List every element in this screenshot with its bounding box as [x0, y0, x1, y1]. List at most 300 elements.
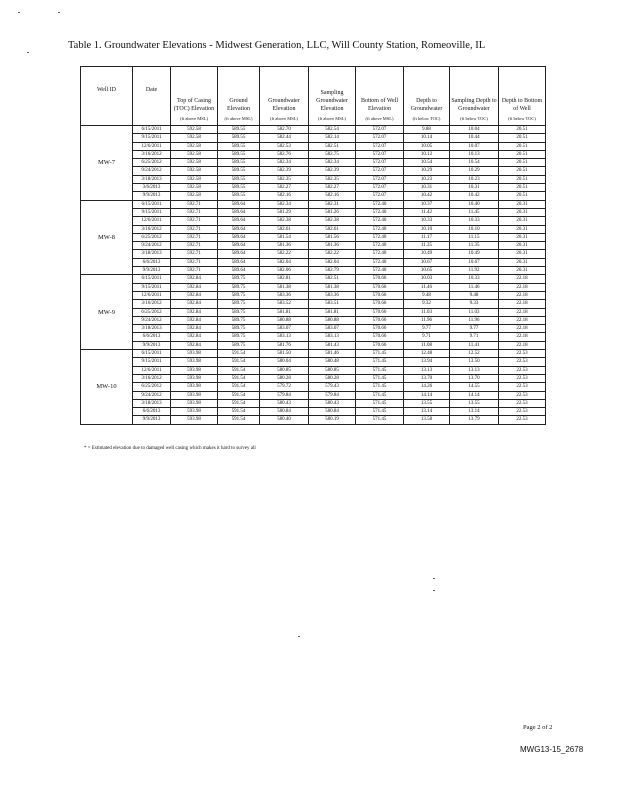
cell-sampling-depth-to-groundwater: 10.04: [450, 126, 499, 134]
cell-depth-to-bottom-of-well: 22.53: [499, 374, 546, 382]
column-header-depth-to-groundwater: Depth to Groundwater: [404, 67, 450, 114]
cell-sampling-depth-to-groundwater: 11.45: [450, 208, 499, 216]
cell-sampling-groundwater-elevation: 582.35: [309, 175, 356, 183]
table-row: [81, 208, 546, 216]
cell-sampling-groundwater-elevation: 582.27: [309, 184, 356, 192]
table-row: [81, 291, 546, 299]
cell-sampling-depth-to-groundwater: 13.79: [450, 416, 499, 424]
cell-depth-to-groundwater: 14.14: [404, 391, 450, 399]
cell-ground-elevation: 589.75: [218, 291, 260, 299]
cell-toc-elevation: 593.98: [171, 350, 218, 358]
cell-depth-to-groundwater: 10.42: [404, 192, 450, 200]
cell-date: 3/18/2013: [133, 250, 171, 258]
table-row: [81, 258, 546, 266]
cell-toc-elevation: 593.98: [171, 416, 218, 424]
cell-sampling-groundwater-elevation: 583.36: [309, 291, 356, 299]
cell-toc-elevation: 592.84: [171, 283, 218, 291]
cell-sampling-groundwater-elevation: 580.48: [309, 358, 356, 366]
column-header-sampling-groundwater-elevation: Sampling Groundwater Elevation: [309, 67, 356, 114]
cell-date: 9/15/2011: [133, 358, 171, 366]
cell-ground-elevation: 589.64: [218, 225, 260, 233]
cell-groundwater-elevation: 581.50: [260, 350, 309, 358]
cell-depth-to-groundwater: 13.70: [404, 374, 450, 382]
table-row: [81, 142, 546, 150]
cell-groundwater-elevation: 582.70: [260, 126, 309, 134]
cell-bottom-of-well-elevation: 571.45: [356, 350, 404, 358]
cell-groundwater-elevation: 582.34: [260, 159, 309, 167]
cell-toc-elevation: 592.58: [171, 184, 218, 192]
cell-depth-to-bottom-of-well: 22.18: [499, 275, 546, 283]
cell-bottom-of-well-elevation: 572.07: [356, 175, 404, 183]
cell-ground-elevation: 589.75: [218, 283, 260, 291]
cell-depth-to-bottom-of-well: 20.51: [499, 192, 546, 200]
cell-toc-elevation: 593.98: [171, 408, 218, 416]
cell-toc-elevation: 592.71: [171, 233, 218, 241]
cell-depth-to-groundwater: 10.67: [404, 258, 450, 266]
cell-depth-to-groundwater: 10.05: [404, 142, 450, 150]
cell-date: 9/9/2013: [133, 341, 171, 349]
cell-depth-to-groundwater: 9.88: [404, 126, 450, 134]
cell-sampling-depth-to-groundwater: 13.14: [450, 408, 499, 416]
table-row: [81, 333, 546, 341]
cell-date: 9/9/2013: [133, 267, 171, 275]
cell-sampling-depth-to-groundwater: 11.35: [450, 242, 499, 250]
table-row: [81, 283, 546, 291]
cell-depth-to-groundwater: 11.46: [404, 283, 450, 291]
cell-date: 3/18/2013: [133, 325, 171, 333]
cell-ground-elevation: 591.54: [218, 408, 260, 416]
cell-depth-to-groundwater: 10.14: [404, 134, 450, 142]
column-unit-well-id: [81, 113, 133, 126]
cell-bottom-of-well-elevation: 571.45: [356, 399, 404, 407]
cell-depth-to-bottom-of-well: 20.31: [499, 217, 546, 225]
cell-depth-to-bottom-of-well: 20.51: [499, 126, 546, 134]
cell-depth-to-groundwater: 11.03: [404, 308, 450, 316]
cell-ground-elevation: 589.55: [218, 175, 260, 183]
cell-toc-elevation: 592.71: [171, 267, 218, 275]
cell-groundwater-elevation: 582.35: [260, 175, 309, 183]
cell-sampling-depth-to-groundwater: 10.29: [450, 167, 499, 175]
cell-groundwater-elevation: 583.52: [260, 300, 309, 308]
cell-sampling-depth-to-groundwater: 10.49: [450, 250, 499, 258]
column-header-row: [81, 67, 546, 114]
scan-speck: [18, 12, 20, 13]
cell-depth-to-bottom-of-well: 22.18: [499, 308, 546, 316]
cell-date: 6/15/2011: [133, 200, 171, 208]
cell-sampling-depth-to-groundwater: 10.07: [450, 142, 499, 150]
cell-toc-elevation: 592.58: [171, 142, 218, 150]
cell-bottom-of-well-elevation: 570.66: [356, 333, 404, 341]
cell-toc-elevation: 592.84: [171, 341, 218, 349]
table-row: [81, 250, 546, 258]
table-row: [81, 167, 546, 175]
cell-sampling-depth-to-groundwater: 13.70: [450, 374, 499, 382]
cell-bottom-of-well-elevation: 572.07: [356, 150, 404, 158]
cell-bottom-of-well-elevation: 572.40: [356, 208, 404, 216]
table-row: [81, 217, 546, 225]
cell-date: 6/25/2012: [133, 383, 171, 391]
cell-date: 3/18/2013: [133, 399, 171, 407]
cell-ground-elevation: 591.54: [218, 350, 260, 358]
cell-sampling-groundwater-elevation: 582.14: [309, 134, 356, 142]
cell-toc-elevation: 592.71: [171, 217, 218, 225]
cell-depth-to-groundwater: 10.29: [404, 167, 450, 175]
cell-date: 9/15/2011: [133, 283, 171, 291]
cell-sampling-depth-to-groundwater: 10.13: [450, 150, 499, 158]
column-header-well-id: Well ID: [81, 67, 133, 114]
cell-sampling-depth-to-groundwater: 13.13: [450, 366, 499, 374]
cell-sampling-depth-to-groundwater: 10.33: [450, 217, 499, 225]
table-row: [81, 233, 546, 241]
column-header-date: Date: [133, 67, 171, 114]
cell-groundwater-elevation: 582.34: [260, 200, 309, 208]
cell-sampling-groundwater-elevation: 581.81: [309, 308, 356, 316]
cell-date: 9/15/2011: [133, 134, 171, 142]
cell-sampling-depth-to-groundwater: 14.14: [450, 391, 499, 399]
cell-toc-elevation: 593.98: [171, 366, 218, 374]
cell-ground-elevation: 589.55: [218, 126, 260, 134]
cell-sampling-depth-to-groundwater: 12.52: [450, 350, 499, 358]
cell-groundwater-elevation: 581.36: [260, 242, 309, 250]
column-unit-depth-to-bottom-of-well: (ft below TOC): [499, 113, 546, 126]
cell-sampling-depth-to-groundwater: 13.55: [450, 399, 499, 407]
cell-bottom-of-well-elevation: 571.45: [356, 358, 404, 366]
cell-sampling-depth-to-groundwater: 9.48: [450, 291, 499, 299]
cell-sampling-groundwater-elevation: 580.88: [309, 316, 356, 324]
cell-groundwater-elevation: 582.53: [260, 142, 309, 150]
table-row: [81, 408, 546, 416]
cell-sampling-groundwater-elevation: 582.31: [309, 200, 356, 208]
cell-ground-elevation: 591.54: [218, 399, 260, 407]
cell-depth-to-bottom-of-well: 20.51: [499, 184, 546, 192]
column-header-depth-to-bottom-of-well: Depth to Bottom of Well: [499, 67, 546, 114]
cell-sampling-groundwater-elevation: 581.56: [309, 233, 356, 241]
cell-ground-elevation: 589.75: [218, 308, 260, 316]
cell-bottom-of-well-elevation: 572.07: [356, 192, 404, 200]
cell-ground-elevation: 589.55: [218, 192, 260, 200]
cell-depth-to-bottom-of-well: 22.18: [499, 291, 546, 299]
cell-date: 6/6/2013: [133, 333, 171, 341]
column-unit-sampling-groundwater-elevation: (ft above MSL): [309, 113, 356, 126]
cell-depth-to-bottom-of-well: 22.53: [499, 416, 546, 424]
cell-sampling-groundwater-elevation: 582.04: [309, 258, 356, 266]
cell-sampling-groundwater-elevation: 582.61: [309, 225, 356, 233]
cell-ground-elevation: 589.64: [218, 258, 260, 266]
cell-groundwater-elevation: 581.29: [260, 208, 309, 216]
cell-depth-to-bottom-of-well: 20.51: [499, 175, 546, 183]
cell-ground-elevation: 589.75: [218, 333, 260, 341]
table-row: [81, 267, 546, 275]
cell-depth-to-bottom-of-well: 20.51: [499, 142, 546, 150]
cell-toc-elevation: 592.84: [171, 291, 218, 299]
cell-bottom-of-well-elevation: 572.07: [356, 159, 404, 167]
cell-bottom-of-well-elevation: 571.45: [356, 416, 404, 424]
cell-groundwater-elevation: 582.22: [260, 250, 309, 258]
cell-groundwater-elevation: 582.81: [260, 275, 309, 283]
cell-depth-to-groundwater: 13.94: [404, 358, 450, 366]
cell-depth-to-bottom-of-well: 22.53: [499, 350, 546, 358]
table-row: [81, 366, 546, 374]
table-row: [81, 225, 546, 233]
cell-sampling-groundwater-elevation: 582.22: [309, 250, 356, 258]
cell-depth-to-bottom-of-well: 20.31: [499, 258, 546, 266]
cell-depth-to-groundwater: 9.32: [404, 300, 450, 308]
cell-bottom-of-well-elevation: 570.66: [356, 300, 404, 308]
cell-toc-elevation: 592.71: [171, 250, 218, 258]
cell-depth-to-groundwater: 13.13: [404, 366, 450, 374]
cell-date: 12/6/2011: [133, 142, 171, 150]
table-row: [81, 325, 546, 333]
cell-groundwater-elevation: 580.84: [260, 408, 309, 416]
cell-groundwater-elevation: 580.28: [260, 374, 309, 382]
cell-toc-elevation: 592.71: [171, 208, 218, 216]
cell-sampling-groundwater-elevation: 581.26: [309, 208, 356, 216]
cell-ground-elevation: 591.54: [218, 358, 260, 366]
cell-ground-elevation: 589.55: [218, 184, 260, 192]
table-row: [81, 175, 546, 183]
cell-groundwater-elevation: 580.88: [260, 316, 309, 324]
cell-sampling-groundwater-elevation: 580.28: [309, 374, 356, 382]
cell-sampling-groundwater-elevation: 581.36: [309, 242, 356, 250]
cell-groundwater-elevation: 581.54: [260, 233, 309, 241]
cell-date: 9/24/2012: [133, 167, 171, 175]
cell-sampling-groundwater-elevation: 581.46: [309, 350, 356, 358]
cell-depth-to-groundwater: 9.48: [404, 291, 450, 299]
cell-ground-elevation: 589.64: [218, 250, 260, 258]
cell-sampling-depth-to-groundwater: 10.40: [450, 200, 499, 208]
table-row: [81, 300, 546, 308]
cell-ground-elevation: 589.75: [218, 275, 260, 283]
cell-sampling-depth-to-groundwater: 10.31: [450, 184, 499, 192]
cell-bottom-of-well-elevation: 570.66: [356, 283, 404, 291]
cell-depth-to-groundwater: 13.58: [404, 416, 450, 424]
cell-toc-elevation: 593.98: [171, 383, 218, 391]
cell-toc-elevation: 592.58: [171, 167, 218, 175]
cell-bottom-of-well-elevation: 572.40: [356, 233, 404, 241]
well-id-cell: MW-10: [81, 350, 133, 425]
cell-sampling-groundwater-elevation: 580.84: [309, 408, 356, 416]
cell-depth-to-groundwater: 10.12: [404, 150, 450, 158]
cell-sampling-groundwater-elevation: 583.13: [309, 333, 356, 341]
cell-ground-elevation: 589.55: [218, 150, 260, 158]
cell-depth-to-groundwater: 10.23: [404, 175, 450, 183]
cell-groundwater-elevation: 580.40: [260, 416, 309, 424]
cell-groundwater-elevation: 582.38: [260, 217, 309, 225]
cell-ground-elevation: 589.64: [218, 242, 260, 250]
column-unit-sampling-depth-to-groundwater: (ft below TOC): [450, 113, 499, 126]
cell-sampling-groundwater-elevation: 582.39: [309, 167, 356, 175]
table-row: [81, 159, 546, 167]
cell-sampling-groundwater-elevation: 583.51: [309, 300, 356, 308]
cell-groundwater-elevation: 582.61: [260, 225, 309, 233]
cell-toc-elevation: 592.58: [171, 126, 218, 134]
cell-toc-elevation: 593.98: [171, 391, 218, 399]
cell-sampling-groundwater-elevation: 582.79: [309, 267, 356, 275]
cell-sampling-groundwater-elevation: 583.07: [309, 325, 356, 333]
cell-date: 3/16/2012: [133, 300, 171, 308]
cell-depth-to-bottom-of-well: 20.51: [499, 134, 546, 142]
cell-sampling-depth-to-groundwater: 11.15: [450, 233, 499, 241]
cell-date: 9/24/2012: [133, 391, 171, 399]
cell-toc-elevation: 592.84: [171, 308, 218, 316]
table-row: [81, 192, 546, 200]
cell-bottom-of-well-elevation: 572.40: [356, 217, 404, 225]
cell-sampling-depth-to-groundwater: 9.71: [450, 333, 499, 341]
cell-date: 6/6/2013: [133, 258, 171, 266]
cell-toc-elevation: 592.71: [171, 258, 218, 266]
cell-ground-elevation: 589.55: [218, 134, 260, 142]
cell-date: 12/6/2011: [133, 366, 171, 374]
cell-depth-to-bottom-of-well: 22.53: [499, 391, 546, 399]
cell-toc-elevation: 592.84: [171, 316, 218, 324]
cell-toc-elevation: 593.98: [171, 399, 218, 407]
document-id: MWG13-15_2678: [520, 745, 584, 754]
table-row: [81, 391, 546, 399]
cell-bottom-of-well-elevation: 571.45: [356, 366, 404, 374]
cell-sampling-depth-to-groundwater: 11.41: [450, 341, 499, 349]
cell-depth-to-groundwater: 10.10: [404, 225, 450, 233]
cell-bottom-of-well-elevation: 572.40: [356, 242, 404, 250]
cell-depth-to-bottom-of-well: 20.31: [499, 267, 546, 275]
well-id-cell: MW-8: [81, 200, 133, 275]
cell-depth-to-groundwater: 13.14: [404, 408, 450, 416]
column-unit-toc-elevation: (ft above MSL): [171, 113, 218, 126]
page-number: Page 2 of 2: [523, 724, 553, 731]
cell-depth-to-groundwater: 14.26: [404, 383, 450, 391]
cell-bottom-of-well-elevation: 572.40: [356, 267, 404, 275]
cell-sampling-groundwater-elevation: 580.85: [309, 366, 356, 374]
cell-ground-elevation: 589.75: [218, 316, 260, 324]
cell-groundwater-elevation: 582.06: [260, 267, 309, 275]
column-header-groundwater-elevation: Groundwater Elevation: [260, 67, 309, 114]
cell-sampling-groundwater-elevation: 582.75: [309, 150, 356, 158]
cell-bottom-of-well-elevation: 572.40: [356, 225, 404, 233]
cell-date: 12/6/2011: [133, 217, 171, 225]
cell-depth-to-bottom-of-well: 22.53: [499, 358, 546, 366]
cell-depth-to-bottom-of-well: 22.53: [499, 366, 546, 374]
cell-bottom-of-well-elevation: 571.45: [356, 408, 404, 416]
cell-sampling-depth-to-groundwater: 9.33: [450, 300, 499, 308]
cell-sampling-groundwater-elevation: 582.16: [309, 192, 356, 200]
cell-date: 12/6/2011: [133, 291, 171, 299]
cell-depth-to-bottom-of-well: 20.31: [499, 233, 546, 241]
column-unit-groundwater-elevation: (ft above MSL): [260, 113, 309, 126]
cell-depth-to-bottom-of-well: 20.51: [499, 159, 546, 167]
cell-sampling-depth-to-groundwater: 10.42: [450, 192, 499, 200]
table-row: [81, 358, 546, 366]
cell-date: 6/15/2011: [133, 126, 171, 134]
cell-depth-to-groundwater: 11.08: [404, 341, 450, 349]
cell-sampling-depth-to-groundwater: 11.46: [450, 283, 499, 291]
cell-depth-to-groundwater: 11.96: [404, 316, 450, 324]
cell-bottom-of-well-elevation: 572.07: [356, 126, 404, 134]
cell-sampling-depth-to-groundwater: 9.77: [450, 325, 499, 333]
cell-toc-elevation: 592.84: [171, 300, 218, 308]
table-row: [81, 316, 546, 324]
cell-date: 6/25/2012: [133, 308, 171, 316]
cell-toc-elevation: 592.58: [171, 134, 218, 142]
cell-bottom-of-well-elevation: 570.66: [356, 291, 404, 299]
cell-ground-elevation: 591.54: [218, 374, 260, 382]
cell-groundwater-elevation: 581.81: [260, 308, 309, 316]
cell-bottom-of-well-elevation: 572.07: [356, 184, 404, 192]
cell-depth-to-groundwater: 11.42: [404, 208, 450, 216]
cell-sampling-depth-to-groundwater: 11.92: [450, 267, 499, 275]
cell-depth-to-groundwater: 10.33: [404, 217, 450, 225]
table-body: [81, 126, 546, 425]
cell-ground-elevation: 589.64: [218, 233, 260, 241]
cell-bottom-of-well-elevation: 572.07: [356, 142, 404, 150]
cell-bottom-of-well-elevation: 570.66: [356, 341, 404, 349]
cell-toc-elevation: 592.71: [171, 200, 218, 208]
cell-toc-elevation: 592.58: [171, 192, 218, 200]
scan-speck: [27, 52, 29, 53]
cell-toc-elevation: 593.98: [171, 358, 218, 366]
cell-sampling-depth-to-groundwater: 11.03: [450, 308, 499, 316]
cell-date: 9/24/2012: [133, 316, 171, 324]
cell-bottom-of-well-elevation: 572.07: [356, 134, 404, 142]
page-title: Table 1. Groundwater Elevations - Midwest Generation, LLC, Will County Station, Romeoville, IL: [68, 40, 486, 51]
cell-groundwater-elevation: 583.36: [260, 291, 309, 299]
cell-date: 9/15/2011: [133, 208, 171, 216]
table-row: [81, 383, 546, 391]
column-header-bottom-of-well-elevation: Bottom of Well Elevation: [356, 67, 404, 114]
cell-sampling-groundwater-elevation: 579.84: [309, 391, 356, 399]
cell-bottom-of-well-elevation: 570.66: [356, 325, 404, 333]
cell-depth-to-groundwater: 10.49: [404, 250, 450, 258]
cell-bottom-of-well-elevation: 570.66: [356, 316, 404, 324]
cell-date: 9/9/2013: [133, 192, 171, 200]
table-row: [81, 184, 546, 192]
cell-toc-elevation: 592.58: [171, 175, 218, 183]
cell-sampling-groundwater-elevation: 580.19: [309, 416, 356, 424]
cell-ground-elevation: 589.75: [218, 341, 260, 349]
cell-depth-to-groundwater: 10.37: [404, 200, 450, 208]
cell-date: 6/25/2012: [133, 233, 171, 241]
cell-ground-elevation: 589.64: [218, 200, 260, 208]
cell-ground-elevation: 589.64: [218, 267, 260, 275]
well-id-cell: MW-7: [81, 126, 133, 201]
table-row: [81, 350, 546, 358]
column-unit-row: [81, 113, 546, 126]
cell-sampling-depth-to-groundwater: 10.44: [450, 134, 499, 142]
column-unit-bottom-of-well-elevation: (ft above MSL): [356, 113, 404, 126]
cell-depth-to-bottom-of-well: 22.18: [499, 283, 546, 291]
column-header-ground-elevation: Ground Elevation: [218, 67, 260, 114]
column-unit-ground-elevation: (ft above MSL): [218, 113, 260, 126]
cell-groundwater-elevation: 581.38: [260, 283, 309, 291]
cell-depth-to-bottom-of-well: 20.31: [499, 242, 546, 250]
cell-sampling-depth-to-groundwater: 10.33: [450, 275, 499, 283]
cell-toc-elevation: 592.84: [171, 325, 218, 333]
cell-date: 3/18/2013: [133, 175, 171, 183]
cell-sampling-groundwater-elevation: 580.43: [309, 399, 356, 407]
column-unit-date: [133, 113, 171, 126]
table-row: [81, 341, 546, 349]
cell-toc-elevation: 592.84: [171, 275, 218, 283]
cell-sampling-depth-to-groundwater: 10.23: [450, 175, 499, 183]
cell-groundwater-elevation: 582.44: [260, 134, 309, 142]
cell-groundwater-elevation: 581.76: [260, 341, 309, 349]
cell-bottom-of-well-elevation: 572.40: [356, 250, 404, 258]
cell-sampling-depth-to-groundwater: 10.54: [450, 159, 499, 167]
cell-sampling-groundwater-elevation: 582.54: [309, 126, 356, 134]
cell-ground-elevation: 589.75: [218, 325, 260, 333]
cell-groundwater-elevation: 580.85: [260, 366, 309, 374]
scan-speck: [58, 12, 60, 13]
cell-sampling-groundwater-elevation: 579.43: [309, 383, 356, 391]
cell-depth-to-bottom-of-well: 20.31: [499, 225, 546, 233]
